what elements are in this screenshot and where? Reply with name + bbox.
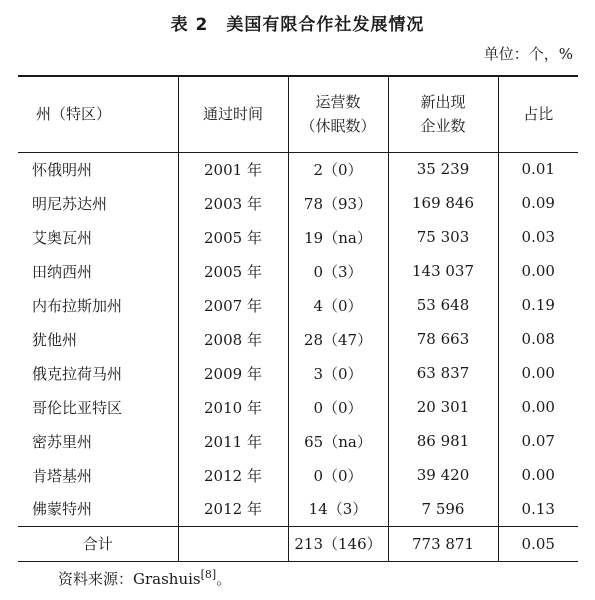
cell-state: 佛蒙特州 xyxy=(18,492,178,526)
cell-operating: 3（0） xyxy=(288,356,388,390)
cell-time: 2009 年 xyxy=(178,356,288,390)
cell-state: 怀俄明州 xyxy=(18,152,178,186)
cell-operating: 2（0） xyxy=(288,152,388,186)
cell-state: 密苏里州 xyxy=(18,424,178,458)
cell-new-firms: 86 981 xyxy=(388,424,498,458)
cell-share: 0.07 xyxy=(521,432,555,450)
cell-time: 2012 年 xyxy=(178,458,288,492)
cell-time: 2005 年 xyxy=(178,220,288,254)
cell-new-firms: 35 239 xyxy=(388,152,498,186)
table-row xyxy=(18,492,578,526)
table-row xyxy=(18,322,578,356)
cell-time: 2005 年 xyxy=(178,254,288,288)
cooperative-table xyxy=(18,75,578,562)
header-new-firms xyxy=(388,76,498,152)
cell-time: 2012 年 xyxy=(178,492,288,526)
cell-share: 0.01 xyxy=(521,160,555,179)
cell-state: 肯塔基州 xyxy=(18,458,178,492)
source-text: 资料来源：Grashuis xyxy=(58,570,201,588)
table-title-text: 美国有限合作社发展情况 xyxy=(226,15,425,35)
cell-time: 2007 年 xyxy=(178,288,288,322)
header-new-line2: 企业数 xyxy=(420,117,466,136)
header-time: 通过时间 xyxy=(178,76,288,152)
cell-share: 0.09 xyxy=(521,194,555,212)
cell-state: 犹他州 xyxy=(18,322,178,356)
cell-new-firms: 39 420 xyxy=(388,458,498,492)
cell-share: 0.03 xyxy=(521,228,555,246)
cell-operating: 0（0） xyxy=(288,390,388,424)
cell-new-firms: 143 037 xyxy=(388,254,498,288)
header-operating-line2: （休眠数） xyxy=(300,117,376,136)
cell-new-firms: 7 596 xyxy=(388,492,498,526)
cell-new-firms: 53 648 xyxy=(388,288,498,322)
cell-share: 0.13 xyxy=(521,499,555,518)
cell-operating: 28（47） xyxy=(288,322,388,356)
cell-share: 0.19 xyxy=(521,296,555,314)
cell-state: 艾奥瓦州 xyxy=(18,220,178,254)
table-row xyxy=(18,186,578,220)
total-row xyxy=(18,526,578,561)
total-label: 合计 xyxy=(18,526,178,561)
cell-share: 0.00 xyxy=(521,262,555,280)
table-body xyxy=(18,152,578,526)
cell-share: 0.00 xyxy=(521,398,555,416)
table-number: 表 2 xyxy=(170,15,209,35)
table-row xyxy=(18,254,578,288)
cell-state: 内布拉斯加州 xyxy=(18,288,178,322)
unit-note: 单位：个，% xyxy=(483,45,573,63)
cell-new-firms: 169 846 xyxy=(388,186,498,220)
cell-state: 哥伦比亚特区 xyxy=(18,390,178,424)
cell-share: 0.00 xyxy=(521,364,555,382)
cell-operating: 14（3） xyxy=(288,492,388,526)
table-row xyxy=(18,152,578,186)
total-time xyxy=(178,526,288,561)
total-operating: 213（146） xyxy=(288,526,388,561)
cell-new-firms: 75 303 xyxy=(388,220,498,254)
source-reference: [8] xyxy=(200,568,217,581)
table-row xyxy=(18,424,578,458)
cell-state: 田纳西州 xyxy=(18,254,178,288)
header-state: 州（特区） xyxy=(18,76,178,152)
source-note xyxy=(58,568,231,589)
table-row xyxy=(18,288,578,322)
cell-state: 明尼苏达州 xyxy=(18,186,178,220)
cell-share: 0.00 xyxy=(521,466,555,484)
cell-operating: 0（3） xyxy=(288,254,388,288)
cell-share: 0.08 xyxy=(521,330,555,348)
header-operating xyxy=(288,76,388,152)
cell-time: 2001 年 xyxy=(178,152,288,186)
cell-operating: 65（na） xyxy=(288,424,388,458)
cell-operating: 19（na） xyxy=(288,220,388,254)
header-operating-line1: 运营数 xyxy=(315,93,361,112)
cell-new-firms: 20 301 xyxy=(388,390,498,424)
table-title xyxy=(0,10,595,35)
table-row xyxy=(18,390,578,424)
cell-time: 2010 年 xyxy=(178,390,288,424)
cell-time: 2003 年 xyxy=(178,186,288,220)
cell-time: 2011 年 xyxy=(178,424,288,458)
table-row xyxy=(18,220,578,254)
header-new-line1: 新出现 xyxy=(420,93,466,112)
table-row xyxy=(18,458,578,492)
cell-state: 俄克拉荷马州 xyxy=(18,356,178,390)
cell-operating: 78（93） xyxy=(288,186,388,220)
cell-time: 2008 年 xyxy=(178,322,288,356)
table-row xyxy=(18,356,578,390)
cell-new-firms: 63 837 xyxy=(388,356,498,390)
header-row xyxy=(18,76,578,152)
cell-new-firms: 78 663 xyxy=(388,322,498,356)
cell-operating: 0（0） xyxy=(288,458,388,492)
total-new-firms: 773 871 xyxy=(388,526,498,561)
source-end: 。 xyxy=(216,570,232,588)
header-share: 占比 xyxy=(498,76,578,152)
cell-operating: 4（0） xyxy=(288,288,388,322)
total-share: 0.05 xyxy=(498,526,578,561)
